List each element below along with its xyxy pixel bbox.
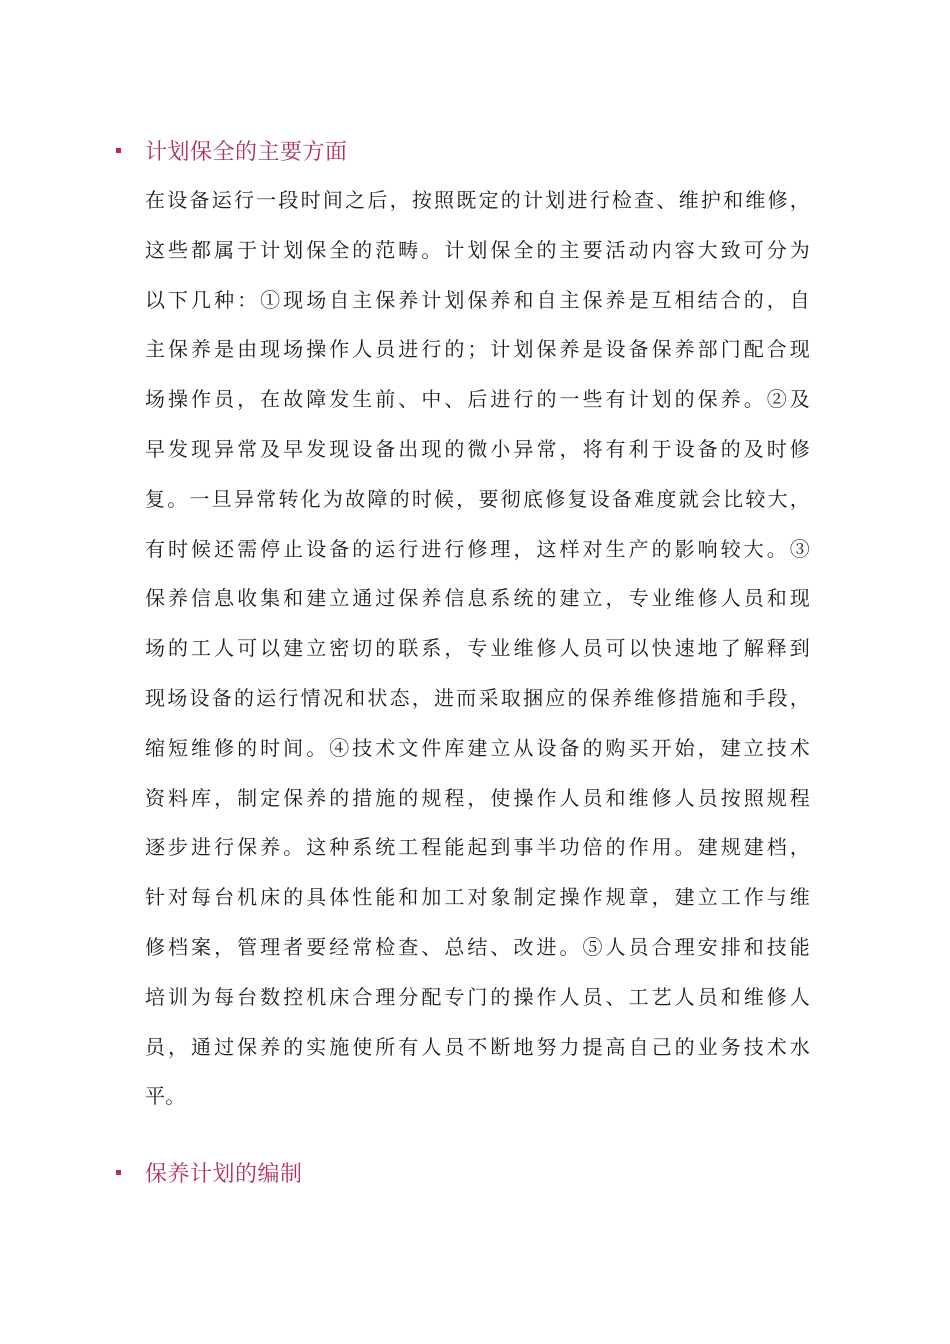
paragraph-line: 培训为每台数控机床合理分配专门的操作人员、工艺人员和维修人 — [145, 984, 810, 1009]
paragraph-line: 主保养是由现场操作人员进行的；计划保养是设备保养部门配合现 — [145, 337, 810, 362]
paragraph-line: 有时候还需停止设备的运行进行修理，这样对生产的影响较大。③ — [145, 536, 810, 561]
paragraph-line: 员，通过保养的实施使所有人员不断地努力提高自己的业务技术水 — [145, 1034, 810, 1059]
paragraph-line: 场操作员，在故障发生前、中、后进行的一些有计划的保养。②及 — [145, 387, 810, 412]
section-heading-maintenance-plan — [116, 1152, 303, 1192]
paragraph-line: 针对每台机床的具体性能和加工对象制定操作规章，建立工作与维 — [145, 885, 810, 910]
paragraph-line: 在设备运行一段时间之后，按照既定的计划进行检查、维护和维修， — [145, 188, 810, 212]
paragraph-line: 资料库，制定保养的措施的规程，使操作人员和维修人员按照规程 — [145, 785, 810, 810]
paragraph-line: 保养信息收集和建立通过保养信息系统的建立，专业维修人员和现 — [145, 586, 810, 611]
section-title: 保养计划的编制 — [145, 1161, 303, 1187]
paragraph-line: 早发现异常及早发现设备出现的微小异常，将有利于设备的及时修 — [145, 436, 810, 461]
paragraph-line: 这些都属于计划保全的范畴。计划保全的主要活动内容大致可分为 — [145, 237, 810, 262]
section-title: 计划保全的主要方面 — [145, 139, 348, 165]
paragraph-line: 场的工人可以建立密切的联系，专业维修人员可以快速地了解释到 — [145, 636, 810, 661]
body-paragraph — [145, 176, 810, 1122]
paragraph-line: 现场设备的运行情况和状态，进而采取捆应的保养维修措施和手段， — [145, 685, 810, 710]
bullet-icon — [116, 148, 121, 153]
paragraph-line: 逐步进行保养。这种系统工程能起到事半功倍的作用。建规建档， — [145, 835, 810, 860]
section-heading-planned-maintenance — [116, 130, 348, 170]
bullet-icon — [116, 1170, 121, 1175]
paragraph-line: 复。一旦异常转化为故障的时候，要彻底修复设备难度就会比较大， — [145, 486, 810, 511]
paragraph-line: 平。 — [145, 1084, 186, 1109]
paragraph-line: 缩短维修的时间。④技术文件库建立从设备的购买开始，建立技术 — [145, 735, 810, 760]
paragraph-line: 修档案，管理者要经常检查、总结、改进。⑤人员合理安排和技能 — [145, 934, 810, 959]
paragraph-line: 以下几种：①现场自主保养计划保养和自主保养是互相结合的，自 — [145, 287, 810, 312]
